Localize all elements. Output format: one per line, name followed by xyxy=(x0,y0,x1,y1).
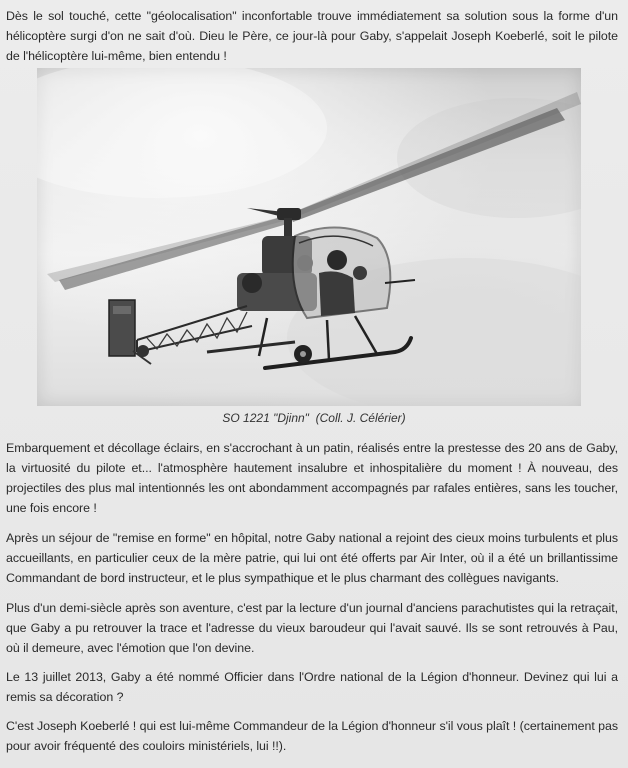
paragraph-intro: Dès le sol touché, cette "géolocalisation" inconfortable trouve immédiatement sa solution sous la forme d'un hélicoptère surgi d'on ne sait d'où. Dieu le Père, ce jour-là pour Gaby, s'appelait Joseph Koeberlé, soit le pilote de l'hélicoptère lui-même, bien entendu ! xyxy=(6,9,618,63)
helicopter-photo xyxy=(37,68,581,406)
paragraph-recovery: Après un séjour de "remise en forme" en hôpital, notre Gaby national a rejoint des cieux moins turbulents et plus accueillants, en particulier ceux de la mère patrie, qui lui ont été offerts par Air Inter, où il a été un brillantissime Commandant de bord instructeur, et le plus sympathique et le plus charmant des collègues navigants. xyxy=(6,531,618,585)
figure-caption: SO 1221 "Djinn" (Coll. J. Célérier) xyxy=(222,411,406,425)
paragraph-closing: C'est Joseph Koeberlé ! qui est lui-même Commandeur de la Légion d'honneur s'il vous plaît ! (certainement pas pour avoir fréquenté des couloirs ministériels, lui !!). xyxy=(6,719,618,753)
paragraph-reunion: Plus d'un demi-siècle après son aventure, c'est par la lecture d'un journal d'anciens parachutistes qui la retraçait, que Gaby a pu retrouver la trace et l'adresse du vieux baroudeur qui l'avait sauvé. Ils se sont retrouvés à Pau, où il demeure, avec l'émotion que l'on devine. xyxy=(6,601,618,655)
paragraph-honour: Le 13 juillet 2013, Gaby a été nommé Officier dans l'Ordre national de la Légion d'honneur. Devinez qui lui a remis sa décoration ? xyxy=(6,670,618,704)
paragraph-boarding: Embarquement et décollage éclairs, en s'accrochant à un patin, réalisés entre la prestesse des 20 ans de Gaby, la virtuosité du pilote et... l'atmosphère hautement insalubre et inhospitalière du moment ! À nouveau, des projectiles des plus mal intentionnés les ont abondamment accompagnés par rafales entières, sans les toucher, une fois encore ! xyxy=(6,441,618,515)
